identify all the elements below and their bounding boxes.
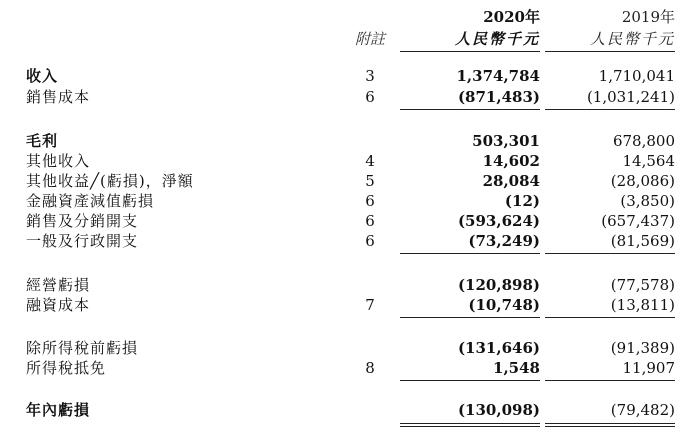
row-value-2020: (593,624) xyxy=(457,212,540,230)
row-value-2020: 503,301 xyxy=(472,132,540,150)
row-value-2020: (73,249) xyxy=(468,232,540,250)
row-value-2019: 11,907 xyxy=(622,359,675,377)
row-note: 7 xyxy=(365,296,375,314)
table-row xyxy=(0,66,700,86)
row-value-2019: (1,031,241) xyxy=(586,88,675,106)
row-label: 其他收益╱(虧損)，淨額 xyxy=(26,172,194,190)
subtotal-rule-2020 xyxy=(400,253,540,254)
row-label: 年內虧損 xyxy=(26,401,91,419)
row-label: 金融資產減值虧損 xyxy=(26,192,155,210)
row-value-2019: (81,569) xyxy=(610,232,675,250)
row-value-2019: (657,437) xyxy=(601,212,675,230)
row-value-2020: (871,483) xyxy=(457,88,540,106)
header-rule-2019 xyxy=(545,51,675,52)
row-value-2020: (10,748) xyxy=(468,296,540,314)
row-note: 6 xyxy=(365,232,375,250)
row-label: 銷售成本 xyxy=(26,88,91,106)
subtotal-rule-2019 xyxy=(545,109,675,110)
row-label: 一般及行政開支 xyxy=(26,232,139,250)
row-note: 5 xyxy=(365,172,375,190)
subtotal-rule-2020 xyxy=(400,109,540,110)
row-value-2019: 1,710,041 xyxy=(598,67,675,85)
row-note: 6 xyxy=(365,88,375,106)
table-row xyxy=(0,400,700,420)
year-2020-header: 2020年 xyxy=(483,8,540,26)
row-value-2020: (120,898) xyxy=(457,276,540,294)
row-value-2020: 1,548 xyxy=(493,359,540,377)
row-label: 除所得稅前虧損 xyxy=(26,339,139,357)
row-note: 3 xyxy=(365,67,375,85)
table-row xyxy=(0,275,700,295)
table-row xyxy=(0,358,700,378)
row-label: 銷售及分銷開支 xyxy=(26,212,139,230)
table-row xyxy=(0,211,700,231)
row-label: 融資成本 xyxy=(26,296,91,314)
subtotal-rule-2020 xyxy=(400,317,540,318)
subtotal-rule-2020 xyxy=(400,380,540,381)
row-value-2019: 14,564 xyxy=(622,152,675,170)
note-column-header: 附註 xyxy=(354,30,385,48)
row-note: 6 xyxy=(365,192,375,210)
row-label: 其他收入 xyxy=(26,152,91,170)
table-row xyxy=(0,151,700,171)
unit-2019-header: 人民幣千元 xyxy=(589,30,675,48)
header-rule-2020 xyxy=(400,51,540,52)
row-note: 8 xyxy=(365,359,375,377)
row-note: 4 xyxy=(365,152,375,170)
row-value-2020: 14,602 xyxy=(482,152,540,170)
row-value-2020: 1,374,784 xyxy=(456,67,540,85)
table-row xyxy=(0,131,700,151)
total-double-rule-2020 xyxy=(400,423,540,427)
table-row xyxy=(0,231,700,251)
row-label: 所得稅抵免 xyxy=(26,359,107,377)
row-value-2019: (91,389) xyxy=(610,339,675,357)
row-value-2020: (130,098) xyxy=(457,401,540,419)
row-label: 經營虧損 xyxy=(26,276,91,294)
row-value-2020: 28,084 xyxy=(482,172,540,190)
subtotal-rule-2019 xyxy=(545,380,675,381)
unit-2020-header: 人民幣千元 xyxy=(454,30,540,48)
row-value-2020: (131,646) xyxy=(457,339,540,357)
year-2019-header: 2019年 xyxy=(621,8,675,26)
row-label: 收入 xyxy=(26,67,59,85)
table-row xyxy=(0,191,700,211)
row-value-2019: (28,086) xyxy=(610,172,675,190)
table-row xyxy=(0,338,700,358)
table-row xyxy=(0,87,700,107)
row-value-2019: 678,800 xyxy=(612,132,675,150)
table-row xyxy=(0,171,700,191)
row-value-2019: (79,482) xyxy=(610,401,675,419)
row-value-2019: (3,850) xyxy=(620,192,675,210)
subtotal-rule-2019 xyxy=(545,253,675,254)
row-note: 6 xyxy=(365,212,375,230)
row-value-2019: (13,811) xyxy=(610,296,675,314)
row-label: 毛利 xyxy=(26,132,59,150)
row-value-2019: (77,578) xyxy=(610,276,675,294)
subtotal-rule-2019 xyxy=(545,317,675,318)
row-value-2020: (12) xyxy=(504,192,540,210)
table-row xyxy=(0,295,700,315)
total-double-rule-2019 xyxy=(545,423,675,427)
